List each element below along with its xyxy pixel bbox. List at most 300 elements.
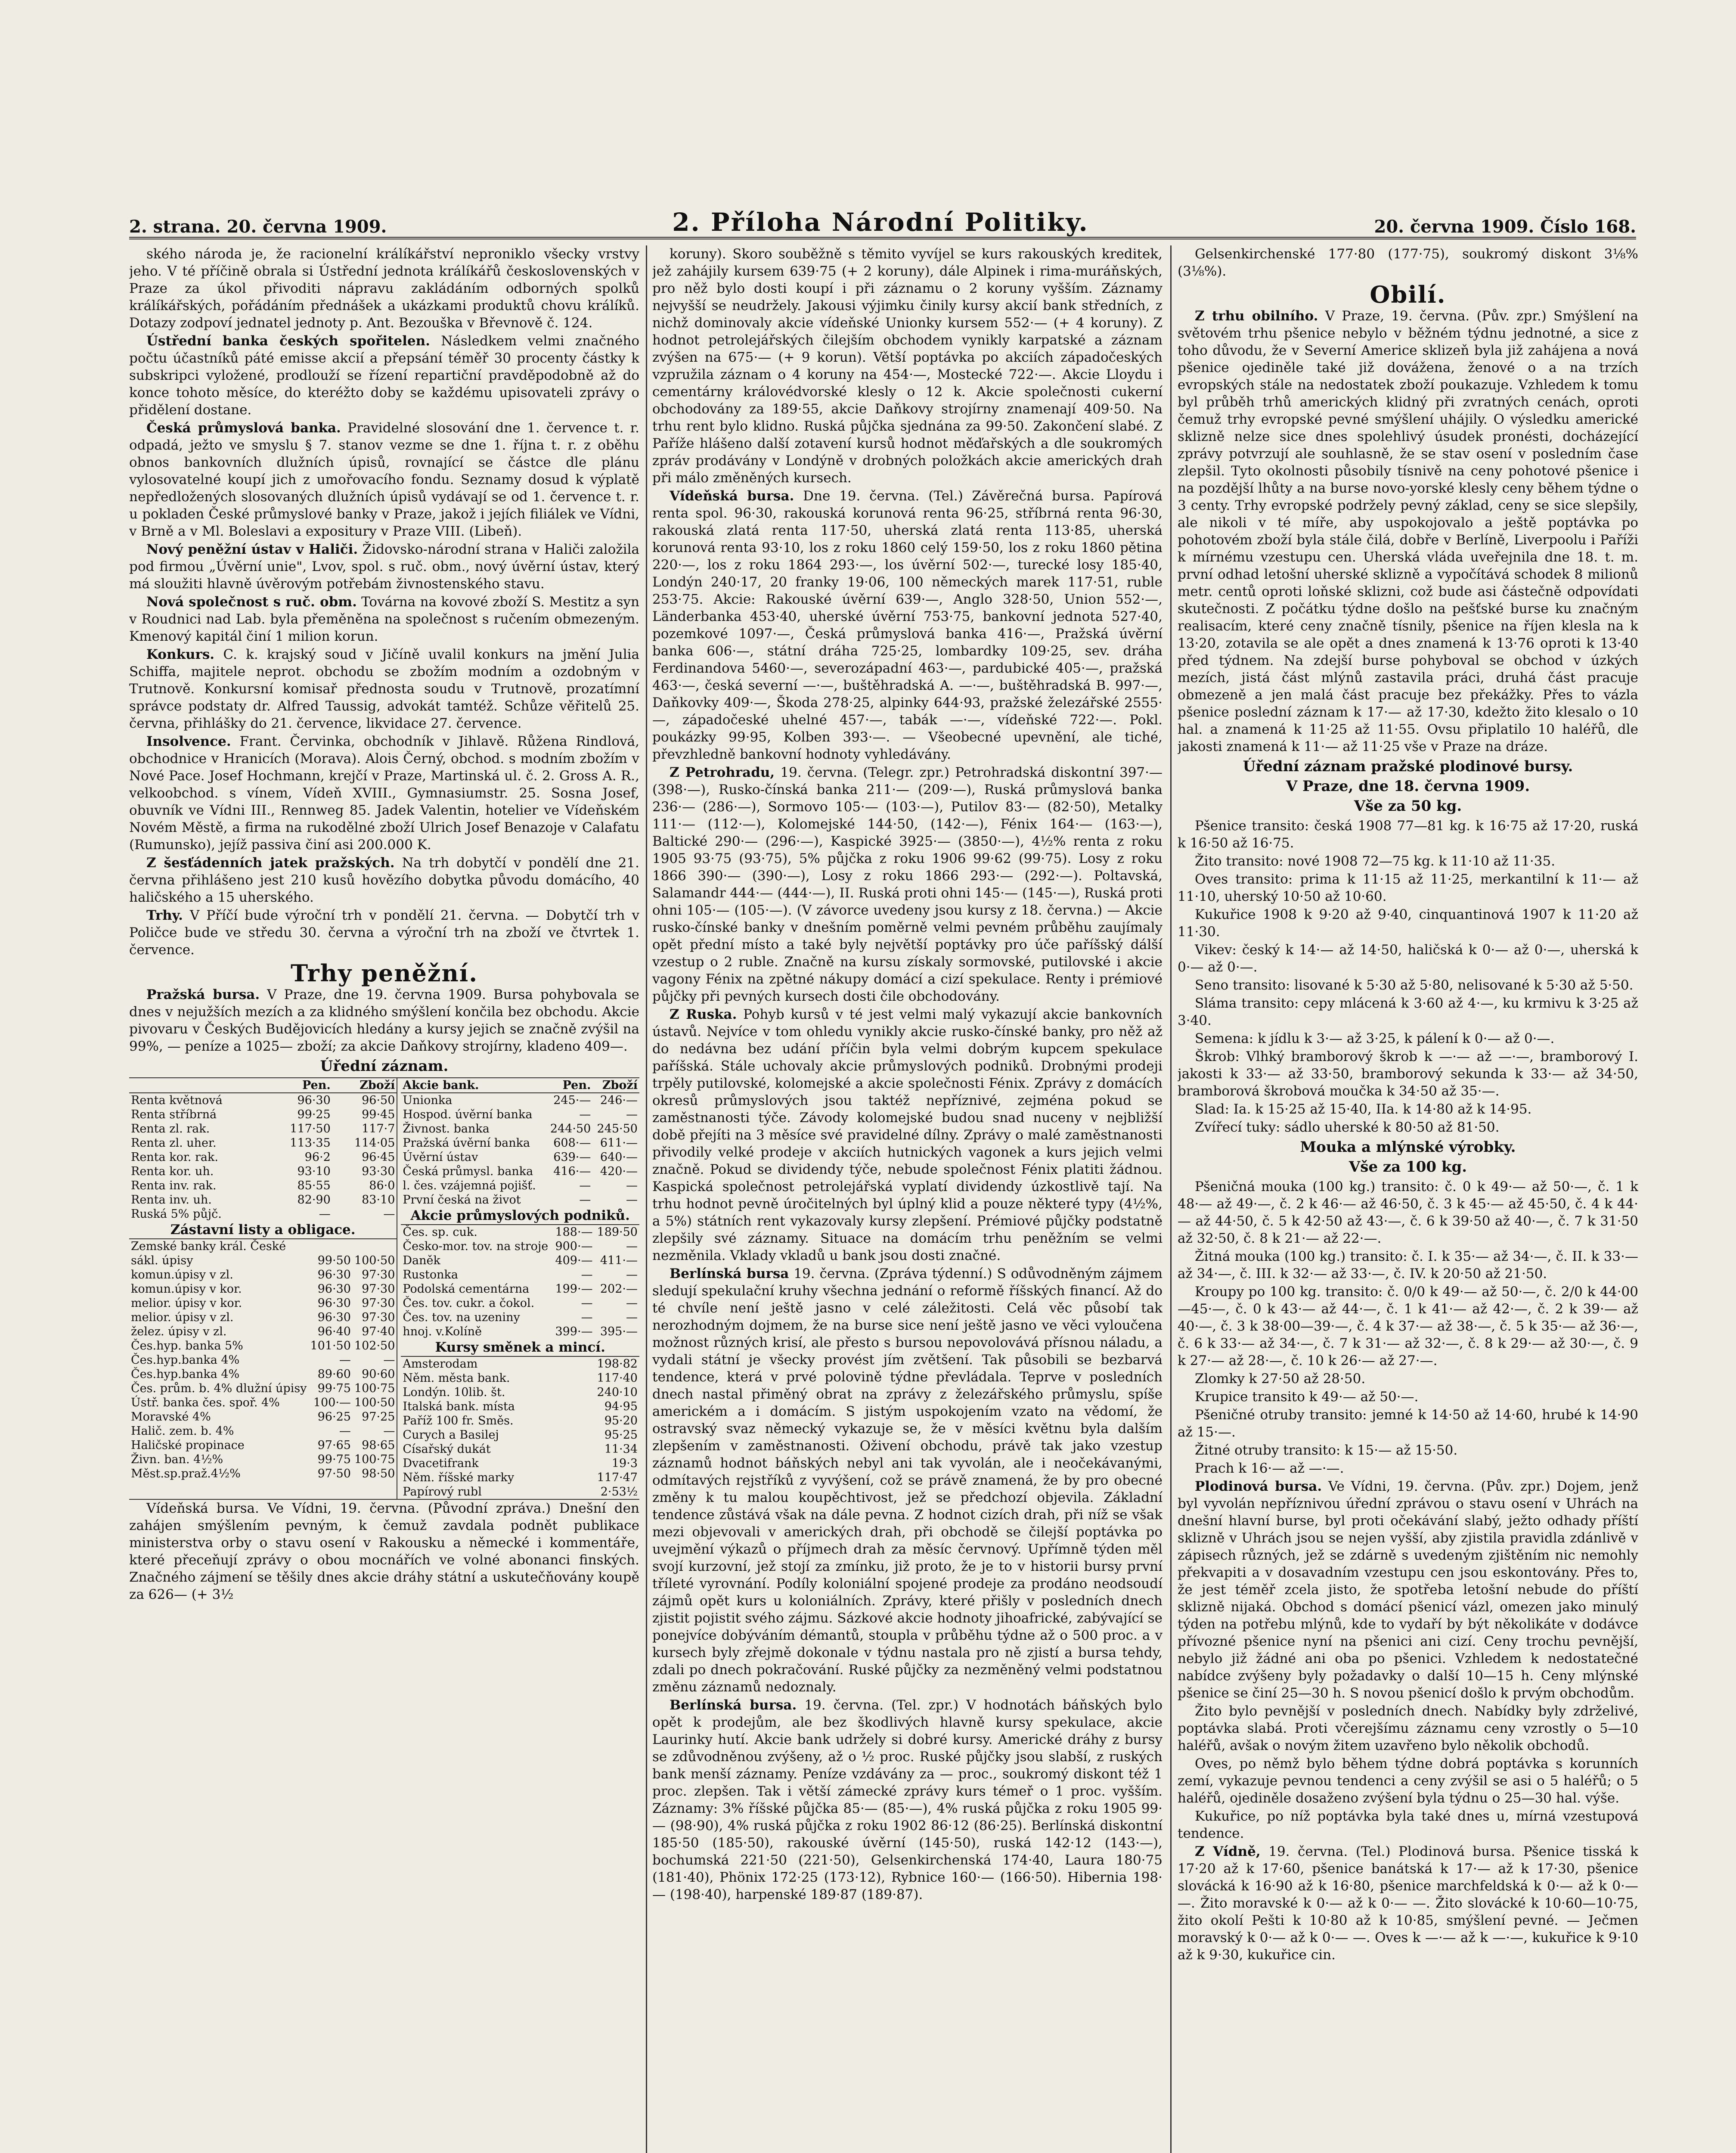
subsection-title: Mouka a mlýnské výrobky. (1300, 1139, 1516, 1156)
row-value: 246·— (600, 1094, 638, 1107)
quote-line: Zlomky k 27·50 až 28·50. (1195, 1371, 1366, 1387)
row-value: — (383, 1207, 395, 1221)
row-value: 90·60 (362, 1368, 395, 1381)
article (1178, 307, 1638, 755)
row-value: 244·50 (550, 1122, 591, 1135)
table-row (401, 1239, 639, 1253)
row-value: 117·40 (597, 1371, 638, 1385)
row-value: 99·50 (317, 1254, 351, 1267)
row-label: Renta zl. uher. (131, 1136, 217, 1150)
table-row (129, 1253, 397, 1268)
quotes-table (129, 1077, 639, 1500)
table-row (401, 1193, 639, 1207)
row-label: Podolská cementárna (403, 1282, 530, 1296)
row-value: 411·— (600, 1254, 638, 1267)
row-value: 245·50 (597, 1122, 638, 1135)
paragraph: Kukuřice, po níž poptávka byla také dnes u, mírná vzestupová tendence. (1178, 1809, 1638, 1841)
row-value: 11·34 (604, 1443, 638, 1456)
quote-line: Pšenice transito: česká 1908 77—81 kg. k 16·75 až 17·20, ruská k 16·50 až 16·75. (1178, 818, 1638, 851)
bank-table (401, 1078, 639, 1207)
row-value: 188·— (555, 1225, 593, 1239)
article-heading: Insolvence. (146, 734, 231, 749)
article-heading: Vídeňská bursa. (670, 488, 794, 504)
row-value: 199·— (555, 1282, 593, 1296)
table-row (401, 1485, 639, 1499)
row-value: 113·35 (290, 1136, 331, 1150)
article (129, 646, 639, 732)
subsection-title: Úřední záznam pražské plodinové bursy. (1243, 758, 1573, 775)
row-label: Renta inv. uh. (131, 1193, 212, 1207)
row-value: 100·— (313, 1396, 351, 1409)
col-header: Pen. (268, 1078, 332, 1093)
article-text: C. k. krajský soud v Jičíně uvalil konkurs na jmění Julia Schiffa, majitele neprot. obchodu se zbožím modním a ozdobným v Trutnově. Konkursní komisař přednosta soudu v Trutnově, prozatímní správce podstaty dr. Alfred Taussig, advokát tamtéž. Schůze věřitelů 25. června, přihlášky do 21. července, likvidace 27. července. (129, 647, 639, 731)
row-label: Živn. ban. 4½% (131, 1453, 223, 1466)
header-right: 20. června 1909. Číslo 168. (1374, 217, 1636, 237)
row-value: 95·20 (604, 1414, 638, 1427)
row-value: 99·75 (317, 1382, 351, 1395)
row-label: Měst.sp.praž.4½% (131, 1467, 241, 1480)
row-value: 100·75 (354, 1453, 395, 1466)
row-value: 19·3 (611, 1457, 638, 1470)
article-heading: Berlínská bursa. (670, 1697, 797, 1713)
table-row (129, 1438, 397, 1452)
row-value: — (579, 1108, 591, 1121)
row-value: 608·— (553, 1136, 591, 1150)
quote-line: Slad: Ia. k 15·25 až 15·40, IIa. k 14·80 až k 14·95. (1195, 1101, 1532, 1117)
article (652, 1006, 1162, 1264)
article-heading: Z Vídně, (1195, 1844, 1261, 1859)
row-value: — (581, 1311, 593, 1324)
row-value: — (579, 1193, 591, 1207)
table-row (401, 1414, 639, 1428)
article-text: 19. června. (Zpráva týdenní.) S odůvodněným zájmem sledují spekulační kruhy všechna jednání o reformě říšských financí. Až do té chvíle není ještě jasno v celé záležitosti. Celá věc působí tak nerozhodným dojmem, že na burse sice není ještě jasno ve věci vyloučena možnost různých krisí, ale přesto s bursou nepovolovává přísnou náladu, a vydali státní je všecky provést jím zvětšení. Tak působili se bezbarvá tendence, která v prvé polovině týdne převládala. Teprve v posledních dnech nastal přiměný obrat na zprávy z železářského průmyslu, spíše americkém a i domácím. S jistým uspokojením vzato na vědomí, že ostravský svaz německý vykazuje se, že v měsíci květnu byla dalším zlepšením v zaměstnanosti. Oživení obchodu, právě tak jako vzestup záznamů hodnot báňských nebyl ani tak vyvolán, ale i neočekávanými, odmítavých rejstříků z vyvýšení, což se právě znamená, že by pro obecné změny k tu malou koupěchtivost, jež se předchozí objevila. Základní tendence zůstává však na dále pevna. Z hodnot cizích drah, při níž se však mezi objevovali v amerických drah, při obchodě se čilejší poptávka po uvejmění výkazů o příjmech drah za měsíc červnový. Upřímně týden měl svojí kurzovní, jež stojí za zmínku, již proto, že je to v historii bursy první tříleté vyrovnání. Podíly koloniální spojené prodeje za prodáno neodsoudí zájmů opět kurs u koloniálních. Zprávy, které přišly v posledních dnech zjistit pojistit svého zájmu. Sázkové akcie hodnoty jihoafrické, zabývající se ponejvíce dobýváním démantů, stoupla v průběhu týdne až o 500 proc. a v kursech byly zřejmě dokonale v týdnu nastala pro ně zjistí a bursa tehdy, zdali po dnech pokračování. Ruské půjčky za nezměněný velmi podstatnou změnu záznamů nedoznaly. (652, 1266, 1162, 1695)
subsection-unit: Vše za 50 kg. (1354, 797, 1462, 815)
row-label: Císařský dukát (403, 1443, 491, 1456)
table-row (401, 1150, 639, 1164)
row-label: Čes.hyp. banka 5% (131, 1339, 243, 1353)
quote-line: Zvířecí tuky: sádlo uherské k 80·50 až 81·50. (1195, 1120, 1500, 1135)
quotes-right (401, 1078, 639, 1499)
header-title: 2. Příloha Národní Politiky. (672, 208, 1089, 237)
row-value: 89·60 (317, 1368, 351, 1381)
row-value: 102·50 (354, 1339, 395, 1353)
row-value: 95·25 (604, 1428, 638, 1442)
row-label: Čes. sp. cuk. (403, 1225, 477, 1239)
group-title: Akcie průmyslových podniků. (401, 1207, 639, 1225)
col-header: Zboží (332, 1078, 397, 1093)
quote-line: Oves transito: prima k 11·15 až 11·25, merkantilní k 11·— až 11·10, uherský 10·50 až 10·60. (1178, 872, 1638, 904)
row-value: — (579, 1179, 591, 1192)
table-row (129, 1093, 397, 1108)
row-label: komun.úpisy v kor. (131, 1282, 242, 1296)
paragraph: Žito bylo pevnější v posledních dnech. Nabídky byly zdrželivé, poptávka slabá. Proti včerejšímu záznamu ceny vzrostly o 5—10 haléřů, avšak o novým žitem uzavřeno bylo několik obchodů. (1178, 1703, 1638, 1753)
table-row (401, 1442, 639, 1456)
article-text: V Praze, 19. června. (Pův. zpr.) Smýšlení na světovém trhu pšenice nebylo v běžném týdnu jednotné, a sice z toho důvodu, že v Severní Americe sklizeň byla již zahájena a nová pšenice ojediněle také již dovážena, ženové o a na trzích evropských stále na nedostatek zboží poukazuje. Vzhledem k tomu byl průběh trhů amerických klidný při zvratných cenách, oproti čemuž trhy evropské pevné smýšlení uhájily. O výsledku americké sklizně nelze sice dnes spolehlivý úsudek pronésti, docházející zprávy potvrzují ale souhlasně, že se stav osení v posledním čase zlepšil. Tyto okolnosti působily tísnivě na ceny pohotové pšenice i na pozdější lhůty a na burse novo-yorské klesly ceny během týdne o 3 centy. Trhy evropské podržely pevný základ, ceny se sice slepšily, ale nikoli v té míře, aby uspokojovalo a ještě poptávka po pohotovém zboží byla stále čilá, dobře v Berlíně, Liverpoolu i Paříži k mírnému vzestupu cen. Uherská vláda uveřejnila dne 18. t. m. první odhad letošní uherské sklizně a vypočítává schodek 8 milionů metr. centů oproti loňské sklizni, což bude asi částečně odpovídati skutečnosti. Z počátku týdne došlo na pešťské burse ku značným realisacím, které ceny značně tísnily, pšenice na říjen klesla na k 13·20, zotavila se ale opět a dnes znamená k 13·76 oproti k 13·40 před týdnem. Na zdejší burse pohyboval se obchod v úzkých mezích, jistá část mlýnů zastavila práci, druhá část pracuje obmezeně a jen malá část pracuje bez překážky. Přes to vázla pšenice poslední záznam k 17·— až 17·30, kdežto žito klesalo o 10 hal. a znamená k 11·25 až 11·55. Ovsu připlatilo 10 haléřů, dle jakosti znamená k 11·— až 11·25 vše v Praze na dráze. (1178, 308, 1638, 754)
table-row (401, 1179, 639, 1193)
article-heading: Nová společnost s ruč. obm. (146, 594, 357, 610)
row-value: 189·50 (597, 1225, 638, 1239)
row-value: — (581, 1268, 593, 1281)
row-value: — (581, 1297, 593, 1310)
row-value: — (383, 1424, 395, 1438)
row-value: 85·55 (297, 1179, 331, 1192)
quote-line: Škrob: Vlhký bramborový škrob k —·— až —·—, bramborový I. jakosti k 33·— až 33·50, bramborový sekunda k 33·— až 34·50, bramborová škrobová moučka k 34·50 až 35·—. (1178, 1049, 1638, 1099)
row-label: Ruská 5% půjč. (131, 1207, 222, 1221)
row-value: 83·10 (362, 1193, 395, 1207)
row-label: Ústř. banka čes. spoř. 4% (131, 1396, 280, 1409)
row-label: Renta kor. rak. (131, 1151, 218, 1164)
row-value: 96·25 (317, 1410, 351, 1424)
table-row (129, 1381, 397, 1396)
table-row (129, 1296, 397, 1310)
table-row (401, 1136, 639, 1150)
row-label: Amsterodam (403, 1357, 478, 1371)
article (129, 854, 639, 906)
article-heading: Ústřední banka českých spořitelen. (146, 333, 430, 349)
table-row (401, 1268, 639, 1282)
quote-line: Pšeničná mouka (100 kg.) transito: č. 0 k 49·— až 50·—, č. 1 k 48·— až 49·—, č. 2 k 46·— až 46·50, č. 3 k 45·— až 45·50, č. 4 k 44·— až 44·50, č. 5 k 42·50 až 43·—, č. 6 k 39·50 až 40·—, č. 7 k 31·50 až 32·50, č. 8 k 21·— až 22·—. (1178, 1179, 1638, 1246)
row-value: 99·45 (362, 1108, 395, 1121)
row-value: — (339, 1424, 351, 1438)
table-title: Úřední záznam. (320, 1058, 449, 1075)
row-label: Pražská úvěrní banka (403, 1136, 530, 1150)
paragraph: Vídeňská bursa. Ve Vídni, 19. června. (Původní zpráva.) Dnešní den zahájen smýšlením pevným, k čemuž zavdala podnět publikace ministerstva orby o stavu osení v Rakousku a německé i kommentáře, které přeceňují zprávy o obou mocnářích ve volné abonanci finských. Značného zájmení se těšily dnes akcie dráhy státní a uskutečňovány koupě za 626— (+ 3½ (129, 1501, 639, 1602)
paragraph: Gelsenkirchenské 177·80 (177·75), soukromý diskont 3⅛% (3⅛%). (1178, 246, 1638, 279)
row-value: 245·— (553, 1094, 591, 1107)
table-row (401, 1093, 639, 1108)
table-row (129, 1410, 397, 1424)
article (1178, 1478, 1638, 1702)
quote-line: Žitná mouka (100 kg.) transito: č. I. k 35·— až 34·—, č. II. k 33·— až 34·—, č. III. k 32·— až 33·—, č. IV. k 20·50 až 21·50. (1178, 1249, 1638, 1281)
table-row (401, 1385, 639, 1399)
row-value: 202·— (600, 1282, 638, 1296)
row-label: Renta stříbrná (131, 1108, 217, 1121)
row-label: Curych a Basilej (403, 1428, 499, 1442)
article-heading: Z Petrohradu, (670, 765, 775, 780)
article (652, 764, 1162, 1005)
row-label: l. čes. vzájemná pojišť. (403, 1179, 536, 1192)
row-value: 96·30 (317, 1311, 351, 1324)
article-text: Pohyb kursů v té jest velmi malý vykazují akcie bankovních ústavů. Nejvíce v tom ohledu vynikly akcie rusko-čínské banky, pro něž až do nedávna bez udání příčin byla velmi dobrým kupcem spekulace paříšská. Stále uchovaly akcie průmyslových podniků. Drobnými prodeji trpěly putilovské, kolomejské a akcie společnosti Fénix. Zprávy z domácích okresů průmyslových jsou taktéž nepříznivé, zejména pokud se zaměstnanosti týče. Závody kolomejské budou snad nuceny v nejbližší době přejíti na 3 měsíce své pravidelné dílny. Zprávy o malé zaměstnanosti přivodily velké prodeje v akciích hutnických vagonek a kurs jejich velmi značně. Pokud se dividendy týče, nebude společnost Fénix platiti žádnou. Kaspická společnost petrolejářská vyplatí dividendy úzkostlivě tají. Na trhu hodnot pevně úročitelných byl úplný klid a pouze některé typy (4½%, a 5%) státních rent vykazovaly kursy zlepšení. Prémiové půjčky podstatně zlepšily své záznamy. Situace na domácím trhu peněžním se velmi nezměnila. Vklady vkladů u bank jsou dosti značné. (652, 1007, 1162, 1263)
row-value: 97·30 (362, 1297, 395, 1310)
row-label: Něm. města bank. (403, 1371, 510, 1385)
table-row (401, 1428, 639, 1442)
article-text: 19. června. (Tel.) Plodinová bursa. Pšenice tisská k 17·20 až k 17·60, pšenice banátská k 17·— až k 17·30, pšenice slovácká k 16·90 až k 16·80, pšenice marchfeldská k 0·— až k 0·— —. Žito moravské k 0·— až k 0·— —. Žito slovácké k 10·60—10·75, žito okolí Pešti k 10·80 až k 10·85, smýšlení pevné. — Ječmen moravský k 0·— až k 0·— —. Oves k —·— až k —·—, kukuřice k 9·10 až k 9·30, kukuřice cin. (1178, 1844, 1638, 1963)
row-label: Zemské banky král. České (131, 1240, 286, 1253)
row-value: 94·95 (604, 1400, 638, 1413)
row-value: 96·30 (317, 1297, 351, 1310)
row-label: Čes. tov. cukr. a čokol. (403, 1297, 535, 1310)
row-value: 198·82 (597, 1357, 638, 1371)
article-text: Následkem velmi značného počtu účastníků páté emisse akcií a přepsání téměř 30 procenty částky k subskripci vyložené, prodlouží se řízení repartiční pravděpodobně až do konce tohoto měsíce, do kteréžto doby se každému upisovateli zprávy o přidělení dostane. (129, 333, 639, 418)
table-row (129, 1207, 397, 1221)
quote-line: Prach k 16·— až —·—. (1195, 1461, 1344, 1476)
table-row (401, 1225, 639, 1239)
row-value: 639·— (553, 1151, 591, 1164)
article (129, 733, 639, 853)
article (652, 1697, 1162, 1903)
article (129, 541, 639, 593)
row-value: 900·— (555, 1240, 593, 1253)
row-value: — (626, 1193, 638, 1207)
article (129, 332, 639, 419)
article-heading: Berlínská bursa (670, 1266, 789, 1281)
article-text: Židovsko-národní strana v Haliči založila pod firmou „Úvěrní unie", Lvov, spol. s ruč. obm., nový úvěrní ústav, který má sloužiti hlavně úvěrovým potřebám živnostenského stavu. (129, 542, 639, 592)
row-label: Něm. říšské marky (403, 1471, 515, 1484)
col-header: Zboží (592, 1078, 639, 1093)
row-value: 82·90 (297, 1193, 331, 1207)
section-title: Trhy peněžní. (290, 959, 478, 987)
article-heading: Z šesťádenních jatek pražských. (146, 855, 395, 871)
quote-line: Žitné otruby transito: k 15·— až 15·50. (1195, 1443, 1458, 1458)
article (1178, 1843, 1638, 1964)
row-value: — (626, 1240, 638, 1253)
row-value: — (626, 1108, 638, 1121)
row-value: 240·10 (597, 1386, 638, 1399)
row-label: Hospod. úvěrní banka (403, 1108, 533, 1121)
group-title: Akcie bank. (401, 1078, 546, 1093)
row-label: Čes. tov. na uzeniny (403, 1311, 520, 1324)
column-divider (646, 245, 647, 2153)
row-label: Česko-mor. tov. na stroje (403, 1240, 549, 1253)
row-value: — (626, 1297, 638, 1310)
row-value: 98·65 (362, 1439, 395, 1452)
article-text: Továrna na kovové zboží S. Mestitz a syn v Roudnici nad Lab. byla přeměněna na společnost s ručením obmezeným. Kmenový kapitál činí 1 milion korun. (129, 594, 639, 644)
row-value: 97·40 (362, 1325, 395, 1338)
article (129, 986, 639, 1055)
table-row (401, 1296, 639, 1310)
table-row (129, 1310, 397, 1325)
row-value: 96·30 (297, 1094, 331, 1107)
row-value: 117·7 (362, 1122, 395, 1135)
row-label: První česká na život (403, 1193, 521, 1207)
header-left: 2. strana. 20. června 1909. (129, 217, 387, 237)
row-label: Daněk (403, 1254, 440, 1267)
row-label: Renta zl. rak. (131, 1122, 210, 1135)
quote-line: Vikev: český k 14·— až 14·50, haličská k 0·— až 0·—, uherská k 0·— až 0·—. (1178, 942, 1638, 975)
row-label: Renta kor. uh. (131, 1165, 214, 1178)
row-value: 100·50 (354, 1396, 395, 1409)
row-value: 96·30 (317, 1282, 351, 1296)
row-value: — (626, 1179, 638, 1192)
quote-line: Sláma transito: cepy mlácená k 3·60 až 4·—, ku krmivu k 3·25 až 3·40. (1178, 996, 1638, 1028)
article-heading: Konkurs. (146, 647, 215, 662)
table-row (401, 1456, 639, 1470)
row-value: 97·25 (362, 1410, 395, 1424)
table-row (129, 1179, 397, 1193)
table-row (401, 1253, 639, 1268)
row-value: 100·75 (354, 1382, 395, 1395)
article-heading: Z Ruska. (670, 1007, 737, 1022)
article (652, 487, 1162, 763)
group-title: Zástavní listy a obligace. (129, 1221, 397, 1239)
row-label: Čes.hyp.banka 4% (131, 1353, 240, 1367)
row-label: Haličské propinace (131, 1439, 245, 1452)
article-heading: Plodinová bursa. (1195, 1479, 1322, 1494)
row-value: 409·— (555, 1254, 593, 1267)
row-label: sákl. úpisy (131, 1254, 193, 1267)
row-label: Italská bank. místa (403, 1400, 515, 1413)
quote-line: Pšeničné otruby transito: jemné k 14·50 až 14·60, hrubé k 14·90 až 15·—. (1178, 1407, 1638, 1440)
table-row (401, 1164, 639, 1179)
table-row (129, 1268, 397, 1282)
table-row (129, 1339, 397, 1353)
quote-line: Semena: k jídlu k 3·— až 3·25, k pálení k 0·— až 0·—. (1195, 1031, 1555, 1046)
article-text: Dne 19. června. (Tel.) Závěrečná bursa. Papírová renta spol. 96·30, rakouská korunová renta 96·25, stříbrná renta 96·30, rakouská zlatá renta 117·50, uherská zlatá renta 113·85, uherská korunová renta 93·10, los z roku 1860 celý 159·50, los z roku 1860 pětina 220·—, los z roku 1864 293·—, los úvěrní 502·—, turecké losy 185·40, Londýn 240·17, 20 franky 19·06, 100 německých marek 117·51, ruble 253·75. Akcie: Rakouské úvěrní 639·—, Anglo 328·50, Union 552·—, Länderbanka 453·40, uherské úvěrní 753·75, bankovní jednota 527·40, pozemkové 1097·—, Česká průmyslová banka 416·—, Pražská úvěrní banka 606·—, státní dráha 725·25, lombardky 109·25, sev. dráha Ferdinandova 5460·—, severozápadní 463·—, pardubické 405·—, pražská 463·—, česká severní —·—, buštěhradská A. —·—, buštěhradská B. 997·—, Daňkovky 409·—, Škoda 278·25, alpinky 644·93, pražské železářské 2555·—, západočeské uhelné 457·—, tabák —·—, vídeňské 722·—. Pokl. poukázky 99·95, Kolben 393·—. — Všeobecné upevnění, ale tiché, převzhledně bankovní hodnoty vyhledávány. (652, 488, 1162, 762)
row-value: 420·— (600, 1165, 638, 1178)
table-row (129, 1353, 397, 1367)
section-title: Obilí. (1370, 281, 1446, 308)
article-text: 19. června. (Telegr. zpr.) Petrohradská diskontní 397·— (398·—), Rusko-čínská banka 211·— (209·—), Ruská průmyslová banka 236·— (286·—), Sormovo 105·— (103·—), Putilov 83·— (82·50), Metalky 111·— (112·—), Kolomejské 144·50, (142·—), Fénix 164·— (163·—), Baltické 290·— (296·—), Kaspické 3925·— (3850·—), 4½% renta z roku 1905 93·75 (93·75), 5% půjčka z roku 1906 99·62 (99·75). Losy z roku 1866 390·— (390·—), Losy z roku 1866 293·— (292·—). Poltavská, Salamandr 444·— (444·—), II. Ruská proti ohni 145·— (145·—), Ruská proti ohni 105·— (105·—). (V závorce uvedeny jsou kursy z 18. června.) — Akcie rusko-čínské banky v dnešním poměrně velmi pevném průběhu zaujímaly opět přední místo a také byly největší poptávky pro úče paříšský dálší vzestup o 2 ruble. Značně na kursu získaly sormovské, putilovské i akcie vagony Fénix na zpětné nákupy domácí a cizí spekulace. Renty i prémiové půjčky při pevných kursech dosti čile obchodovány. (652, 765, 1162, 1004)
article-text: V Praze, dne 19. června 1909. Bursa pohybovala se dnes v nejužších mezích a za klidného smýšlení končila bez obchodu. Akcie pivovaru v Českých Budějovicích hledány a kursy jejich se značně zvýšil na 99%, — peníze a 1025— zboží; za akcie Daňkovy strojírny, kladeno 409—. (129, 987, 639, 1054)
row-label: Rustonka (403, 1268, 458, 1281)
quote-line: Žito transito: nové 1908 72—75 kg. k 11·10 až 11·35. (1195, 853, 1556, 869)
row-value: 117·50 (290, 1122, 331, 1135)
quote-line: Krupice transito k 49·— až 50·—. (1195, 1389, 1419, 1405)
row-value: — (626, 1268, 638, 1281)
row-value (353, 1239, 397, 1253)
article-heading: Nový peněžní ústav v Haliči. (146, 542, 358, 557)
row-value: 114·05 (354, 1136, 395, 1150)
exchange-table (401, 1357, 639, 1499)
row-label: Renta květnová (131, 1094, 223, 1107)
column-1 (129, 245, 639, 2153)
row-value: 86·0 (369, 1179, 395, 1192)
row-value: 640·— (600, 1151, 638, 1164)
table-row (401, 1282, 639, 1296)
row-value: 2·53½ (600, 1485, 638, 1498)
article-heading: Pražská bursa. (146, 987, 260, 1002)
row-label: melior. úpisy v zl. (131, 1311, 234, 1324)
paragraph: koruny). Skoro souběžně s těmito vyvíjel se kurs rakouských kreditek, jež zahájily kursem 639·75 (+ 2 koruny), dále Alpinek i rima-muráňských, pro něž bylo dosti koupí i při záznamu o 2 koruny vyšším. Záznamy nejvyšší se neudržely. Jakousi výjimku činily kursy akcií bank středních, z nichž dominovaly akcie vídeňské Unionky kursem 552·— (+ 4 koruny). Z hodnot petrolejářských čilejším obchodem vynikly karpatské a záznam zvýšen na 675·— (+ 9 korun). Větší poptávka po akciích západočeských vzpružila záznam o 4 koruny na 454·—, Mostecké 722·—. Akcie Lloydu i cementárny královédvorské klesly o 12 k. Akcie společnosti cukerní obchodovány za 189·55, akcie Daňkovy strojírny znamenají 409·50. Na trhu rent bylo klidno. Ruská půjčka sjednána za 99·50. Zakončení slabé. Z Paříže hlášeno další zotavení kursů hodnot měďařských a dle soukromých zpráv prodávány v Londýně v drobných položkách akcie amerických drah při málo změněných kursech. (652, 246, 1162, 486)
row-label: Úvěrní ústav (403, 1151, 478, 1164)
table-row (129, 1122, 397, 1136)
table-row (129, 1239, 397, 1253)
subsection-unit: Vše za 100 kg. (1348, 1158, 1467, 1176)
row-value: 97·30 (362, 1268, 395, 1281)
row-label: Dvacetifrank (403, 1457, 479, 1470)
row-value: 395·— (600, 1325, 638, 1338)
row-label: Londýn. 10lib. št. (403, 1386, 505, 1399)
article-text: Na trh dobytčí v pondělí dne 21. června přihlášeno jest 210 kusů hovězího dobytka původu domácího, 40 haličského a 15 uherského. (129, 855, 639, 905)
row-value: 96·50 (362, 1094, 395, 1107)
quote-line: Seno transito: lisované k 5·30 až 5·80, nelisované k 5·30 až 5·50. (1195, 977, 1634, 993)
paragraph: Oves, po němž bylo během týdne dobrá poptávka s korunních zemí, vykazuje pevnou tendenci a ceny zvýšil se asi o 5 haléřů; o 5 haléřů, ojediněle dosaženo zvýšení byla týdnu o 25—30 hal. výše. (1178, 1756, 1638, 1806)
industry-table (401, 1225, 639, 1339)
table-row (129, 1193, 397, 1207)
row-label: Renta inv. rak. (131, 1179, 217, 1192)
row-value: 97·30 (362, 1282, 395, 1296)
table-row (129, 1325, 397, 1339)
row-value: — (383, 1353, 395, 1367)
row-value (308, 1239, 352, 1253)
table-row (401, 1310, 639, 1325)
row-label: Paříž 100 fr. Směs. (403, 1414, 514, 1427)
column-2 (652, 245, 1162, 2153)
row-value: 93·10 (297, 1165, 331, 1178)
table-row (129, 1452, 397, 1467)
article-text: Pravidelné slosování dne 1. července t. r. odpadá, ježto ve smyslu § 7. stanov vezme se dne 1. října t. r. z oběhu obnos bankovních dlužních úpisů, rovnající se částce dle plánu vylosovatelné koupí jich z umořovacího fondu. Seznamy dosud k výplatě nepředložených slosovaných dlužních úpisů vydávají se od 1. července t. r. u pokladen České průmyslové banky v Praze, jakož i jejích filiálek ve Vídni, v Brně a v Ml. Boleslavi a expositury v Praze VIII. (Libeň). (129, 420, 639, 539)
table-row (401, 1325, 639, 1339)
paragraph: ského národa je, že racionelní králíkářství neproniklo všecky vrstvy jeho. V té příčině obrala si Ústřední jednota králíkářů československých v Praze za úkol přivoditi nápravu zakládáním odborných spolků králíkářských, pořádáním přednášek a ukázkami produktů chovu králíků. Dotazy zodpoví jednatel jednoty p. Ant. Bezouška v Břevnově č. 124. (129, 246, 639, 331)
quote-line: Kukuřice 1908 k 9·20 až 9·40, cinquantinová 1907 k 11·20 až 11·30. (1178, 907, 1638, 940)
row-label: melior. úpisy v kor. (131, 1297, 242, 1310)
table-row (401, 1470, 639, 1485)
row-label: Živnost. banka (403, 1122, 490, 1135)
table-row (401, 1122, 639, 1136)
row-value: — (319, 1207, 331, 1221)
column-divider (1170, 245, 1172, 2153)
group-title: Kursy směnek a mincí. (401, 1339, 639, 1357)
article (129, 593, 639, 645)
row-label: Čes.hyp.banka 4% (131, 1368, 240, 1381)
row-value: — (339, 1353, 351, 1367)
table-row (401, 1371, 639, 1385)
row-value: 97·50 (317, 1467, 351, 1480)
table-row (129, 1367, 397, 1381)
row-value: 416·— (553, 1165, 591, 1178)
table-row (129, 1424, 397, 1438)
article (129, 907, 639, 959)
row-value: 97·65 (317, 1439, 351, 1452)
table-row (129, 1164, 397, 1179)
article-text: Frant. Červinka, obchodník v Jihlavě. Růžena Rindlová, obchodnice v Hranicích (Morava). Alois Černý, obchod. s modním zbožím v Nové Pace. Josef Hochmann, krejčí v Praze, Martinská ul. č. 2. Gross A. R., velkoobchod. s vínem, Vídeň XVIII., Gymnasiumstr. 25. Sosna Josef, obuvník ve Vídni III., Rennweg 85. Jadek Valentin, hotelier ve Vídeňském Novém Městě, a firma na rukodělné zboží Ulrich Josef Benazoje v Calafatu (Rumunsko), jejíž passiva činí asi 200.000 K. (129, 734, 639, 853)
column-3 (1178, 245, 1638, 2153)
article-heading: Trhy. (146, 908, 183, 923)
table-row (401, 1108, 639, 1122)
row-value: 96·2 (304, 1151, 331, 1164)
article-heading: Z trhu obilního. (1195, 308, 1318, 324)
article-heading: Česká průmyslová banka. (146, 420, 341, 436)
table-row (129, 1136, 397, 1150)
table-row (129, 1282, 397, 1296)
table-row (129, 1467, 397, 1481)
row-value: 97·30 (362, 1311, 395, 1324)
row-value: 98·50 (362, 1467, 395, 1480)
table-row (129, 1396, 397, 1410)
row-value: 96·30 (317, 1268, 351, 1281)
listy-table (129, 1239, 397, 1481)
row-label: Čes. prům. b. 4% dlužní úpisy (131, 1382, 307, 1395)
row-value: 96·40 (317, 1325, 351, 1338)
page-header (129, 202, 1636, 239)
row-label: Moravské 4% (131, 1410, 211, 1424)
row-value: 101·50 (310, 1339, 351, 1353)
row-label: hnoj. v.Kolíně (403, 1325, 482, 1338)
row-value: 93·30 (362, 1165, 395, 1178)
subsection-date: V Praze, dne 18. června 1909. (1286, 778, 1530, 795)
row-label: Česká průmysl. banka (403, 1165, 533, 1178)
article (652, 1265, 1162, 1696)
article-text: 19. června. (Tel. zpr.) V hodnotách báňských bylo opět k prodejům, ale bez škodlivých hlavně kursy spekulace, akcie Laurinky hutí. Akcie bank udržely si dobré kursy. Americké dráhy z bursy se zdůvodněnou zvýšeny, až o ½ proc. Ruské půjčky jsou slabší, z ruských bank menší záznamy. Peníze vzdávány za — proc., soukromý diskont též 1 proc. zlepšen. Tak i větší zámecké zprávy kurs témeř o 1 proc. vyšším. Záznamy: 3% říšské půjčka 85·— (85·—), 4% ruská půjčka z roku 1905 99·— (98·90), 4% ruská půjčka z roku 1902 86·12 (86·25). Berlínská diskontní 185·50 (185·50), rakouské úvěrní (145·50), ruská 142·12 (143·—), bochumská 221·50 (221·50), Gelsenkirchenská 174·40, Laura 180·75 (181·40), Phönix 172·25 (173·12), Rybnice 160·— (166·50). Hibernia 198·— (198·40), harpenské 189·87 (189·87). (652, 1697, 1162, 1902)
article-text: Ve Vídni, 19. června. (Pův. zpr.) Dojem, jenž byl vyvolán nepříznivou úřední zprávou o stavu osení v Uhrách na dnešní hlavní burse, byl proti očekávání slabý, ježto odhady příští sklizně v Uhrách jsou se nejen vyšší, aby zjistila pravidla zdánlivě v zápisech různých, jež se zdárně s uvedeným zjištěním nic nemohly překvapiti a v dosavadním vzestupu cen jsou eskontovány. Přes to, že jest téměř zcela jisto, že spotřeba letošní nebude do příští sklizně nijaká. Obchod s domácí pšenicí vázl, omezen jako minulý týden na potřebu mlýnů, kde to vydaří by být několikáte v dodávce přívozné pšenice nyní na pšenici ani cizí. Ceny trochu pevnější, nebylo již žádné ani oba po pšenici. Vzhledem k nedostatečné nabídce zvýšeny byly požadavky o další 10—15 h. Ceny mlýnské pšenice se činí 25—30 h. S novou pšenicí došlo k prvým obchodům. (1178, 1479, 1638, 1701)
table-row (129, 1150, 397, 1164)
row-value: 96·45 (362, 1151, 395, 1164)
quote-line: Kroupy po 100 kg. transito: č. 0/0 k 49·— až 50·—, č. 2/0 k 44·00—45·—, č. 0 k 43·— až 44·—, č. 1 k 41·— až 42·—, č. 2 k 39·— až 40·—, č. 3 k 38·00—39·—, č. 4 k 37·— až 38·—, č. 5 k 35·— až 36·—, č. 6 k 33·— až 34·—, č. 7 k 31·— až 32·—, č. 8 k 29·— až 30·—, č. 9 k 27·— až 28·—, č. 10 k 26·— až 27·—. (1178, 1284, 1638, 1368)
renta-table (129, 1078, 397, 1221)
row-value: 99·25 (297, 1108, 331, 1121)
row-value: 117·47 (597, 1471, 638, 1484)
row-label: Unionka (403, 1094, 453, 1107)
row-value: 611·— (600, 1136, 638, 1150)
row-value: 399·— (555, 1325, 593, 1338)
row-value: — (626, 1311, 638, 1324)
quotes-left (129, 1078, 397, 1499)
row-label: Papírový rubl (403, 1485, 482, 1498)
article (129, 419, 639, 540)
row-label: Halič. zem. b. 4% (131, 1424, 234, 1438)
row-value: 99·75 (317, 1453, 351, 1466)
